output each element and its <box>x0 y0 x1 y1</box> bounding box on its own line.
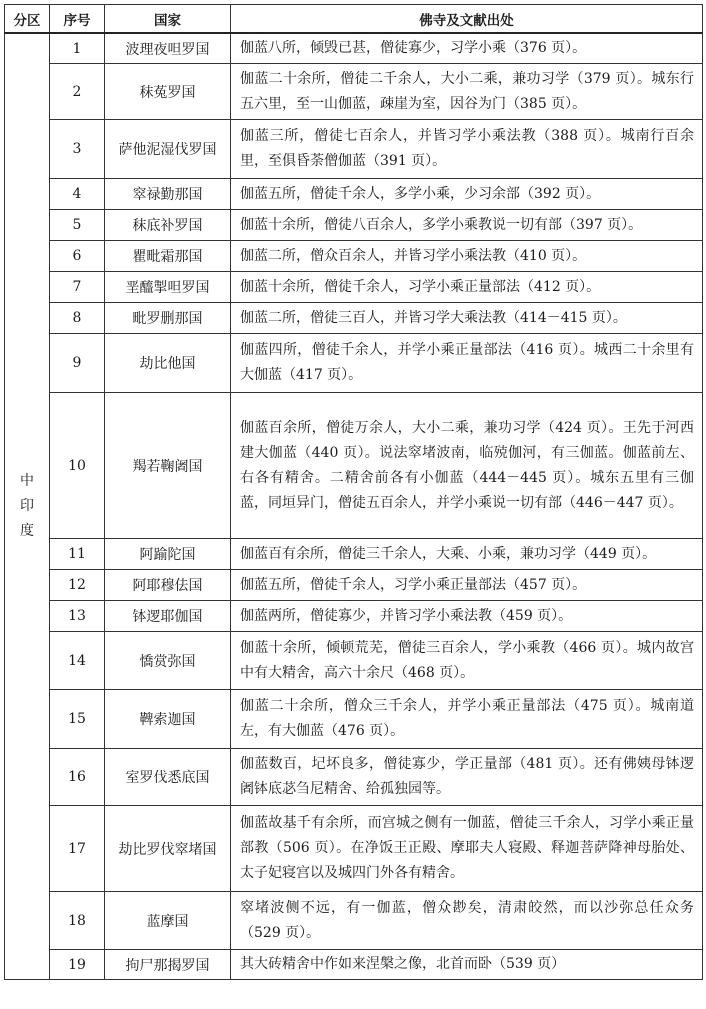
row-description: 伽蓝五所，僧徒千余人，多学小乘，少习余部（392 页）。 <box>231 179 703 210</box>
header-country: 国家 <box>105 5 231 34</box>
table-row <box>5 892 703 950</box>
row-description: 伽蓝二十余所，僧众三千余人，并学小乘正量部法（475 页）。城南道左，有大伽蓝（476 页）。 <box>231 690 703 749</box>
row-number: 1 <box>50 33 105 64</box>
row-number: 17 <box>50 806 105 892</box>
row-description: 伽蓝百余所，僧徒万余人，大小二乘，兼功习学（424 页）。王先于河西建大伽蓝（440 页）。说法窣堵波南，临殑伽河，有三伽蓝。伽蓝前左、右各有精舍。二精舍前各有小伽蓝（444－445 页）。城东五里有三伽蓝，同垣异门，僧徒五百余人，并学小乘说一切有部（446－447 页）。 <box>231 393 703 539</box>
table-row <box>5 64 703 120</box>
header-number: 序号 <box>50 5 105 34</box>
row-number: 7 <box>50 272 105 303</box>
row-country: 鞞索迦国 <box>105 690 231 749</box>
row-description: 伽蓝二所，僧众百余人，并皆习学小乘法教（410 页）。 <box>231 241 703 272</box>
row-country: 蓝摩国 <box>105 892 231 950</box>
region-char: 度 <box>20 523 34 539</box>
row-country: 憍赏弥国 <box>105 632 231 690</box>
row-description: 伽蓝百有余所，僧徒三千余人，大乘、小乘，兼功习学（449 页）。 <box>231 539 703 570</box>
region-cell <box>5 33 50 980</box>
row-number: 10 <box>50 393 105 539</box>
header-source: 佛寺及文献出处 <box>231 5 703 34</box>
table-row <box>5 33 703 64</box>
table-row <box>5 120 703 179</box>
row-description: 伽蓝四所，僧徒千余人，并学小乘正量部法（416 页）。城西二十余里有大伽蓝（417 页）。 <box>231 334 703 393</box>
table-row <box>5 806 703 892</box>
row-country: 拘尸那揭罗国 <box>105 950 231 980</box>
row-description: 伽蓝二所，僧徒三百人，并皆习学大乘法教（414－415 页）。 <box>231 303 703 334</box>
row-country: 阿耶穆佉国 <box>105 570 231 601</box>
header-region: 分区 <box>5 5 50 34</box>
row-number: 4 <box>50 179 105 210</box>
row-description: 伽蓝五所，僧徒千余人，习学小乘正量部法（457 页）。 <box>231 570 703 601</box>
table-row <box>5 210 703 241</box>
row-country: 窣禄勤那国 <box>105 179 231 210</box>
row-description: 伽蓝十余所，僧徒千余人，习学小乘正量部法（412 页）。 <box>231 272 703 303</box>
row-number: 8 <box>50 303 105 334</box>
table-row <box>5 272 703 303</box>
table-row <box>5 241 703 272</box>
row-description: 伽蓝故基千有余所，而宫城之侧有一伽蓝，僧徒三千余人，习学小乘正量部教（506 页）。在净饭王正殿、摩耶夫人寝殿、释迦菩萨降神母胎处、太子妃寝宫以及城四门外各有精舍。 <box>231 806 703 892</box>
row-description: 伽蓝八所，倾毁已甚，僧徒寡少，习学小乘（376 页）。 <box>231 33 703 64</box>
row-number: 12 <box>50 570 105 601</box>
region-char: 中 <box>20 473 34 489</box>
row-country: 波理夜呾罗国 <box>105 33 231 64</box>
row-country: 室罗伐悉底国 <box>105 749 231 806</box>
row-number: 6 <box>50 241 105 272</box>
row-number: 9 <box>50 334 105 393</box>
row-description: 伽蓝三所，僧徒七百余人，并皆习学小乘法教（388 页）。城南行百余里，至俱昏荼僧伽蓝（391 页）。 <box>231 120 703 179</box>
row-country: 阿踰陀国 <box>105 539 231 570</box>
row-number: 16 <box>50 749 105 806</box>
row-description: 伽蓝两所，僧徒寡少，并皆习学小乘法教（459 页）。 <box>231 601 703 632</box>
row-country: 羯若鞠阇国 <box>105 393 231 539</box>
table-row <box>5 570 703 601</box>
row-country: 萨他泥湿伐罗国 <box>105 120 231 179</box>
table-row <box>5 749 703 806</box>
table-row <box>5 179 703 210</box>
region-char: 印 <box>20 498 34 514</box>
row-number: 18 <box>50 892 105 950</box>
row-number: 15 <box>50 690 105 749</box>
row-country: 劫比他国 <box>105 334 231 393</box>
table-row <box>5 303 703 334</box>
table-row <box>5 393 703 539</box>
row-number: 3 <box>50 120 105 179</box>
row-country: 秣菟罗国 <box>105 64 231 120</box>
table-header-row <box>5 5 703 34</box>
monastery-table <box>4 4 703 980</box>
table-row <box>5 601 703 632</box>
row-country: 钵逻耶伽国 <box>105 601 231 632</box>
row-country: 毗罗删那国 <box>105 303 231 334</box>
table-row <box>5 334 703 393</box>
table-row <box>5 690 703 749</box>
row-description: 伽蓝数百，圮坏良多，僧徒寡少，学正量部（481 页）。还有佛姨母钵逻阇钵底苾刍尼精舍、给孤独园等。 <box>231 749 703 806</box>
row-description: 伽蓝十余所，僧徒八百余人，多学小乘教说一切有部（397 页）。 <box>231 210 703 241</box>
row-country: 瞿毗霜那国 <box>105 241 231 272</box>
row-number: 19 <box>50 950 105 980</box>
table-row <box>5 539 703 570</box>
row-description: 窣堵波侧不远，有一伽蓝，僧众尠矣，清肃皎然，而以沙弥总任众务（529 页）。 <box>231 892 703 950</box>
row-number: 14 <box>50 632 105 690</box>
row-number: 13 <box>50 601 105 632</box>
row-number: 11 <box>50 539 105 570</box>
row-number: 5 <box>50 210 105 241</box>
table-row <box>5 632 703 690</box>
table-row <box>5 950 703 980</box>
row-country: 垩醯掣呾罗国 <box>105 272 231 303</box>
row-country: 秣底补罗国 <box>105 210 231 241</box>
row-country: 劫比罗伐窣堵国 <box>105 806 231 892</box>
row-description: 其大砖精舍中作如来涅槃之像，北首而卧（539 页） <box>231 950 703 980</box>
row-number: 2 <box>50 64 105 120</box>
row-description: 伽蓝二十余所，僧徒二千余人，大小二乘，兼功习学（379 页）。城东行五六里，至一山伽蓝，疎崖为室，因谷为门（385 页）。 <box>231 64 703 120</box>
row-description: 伽蓝十余所，倾顿荒芜，僧徒三百余人，学小乘教（466 页）。城内故宫中有大精舍，高六十余尺（468 页）。 <box>231 632 703 690</box>
